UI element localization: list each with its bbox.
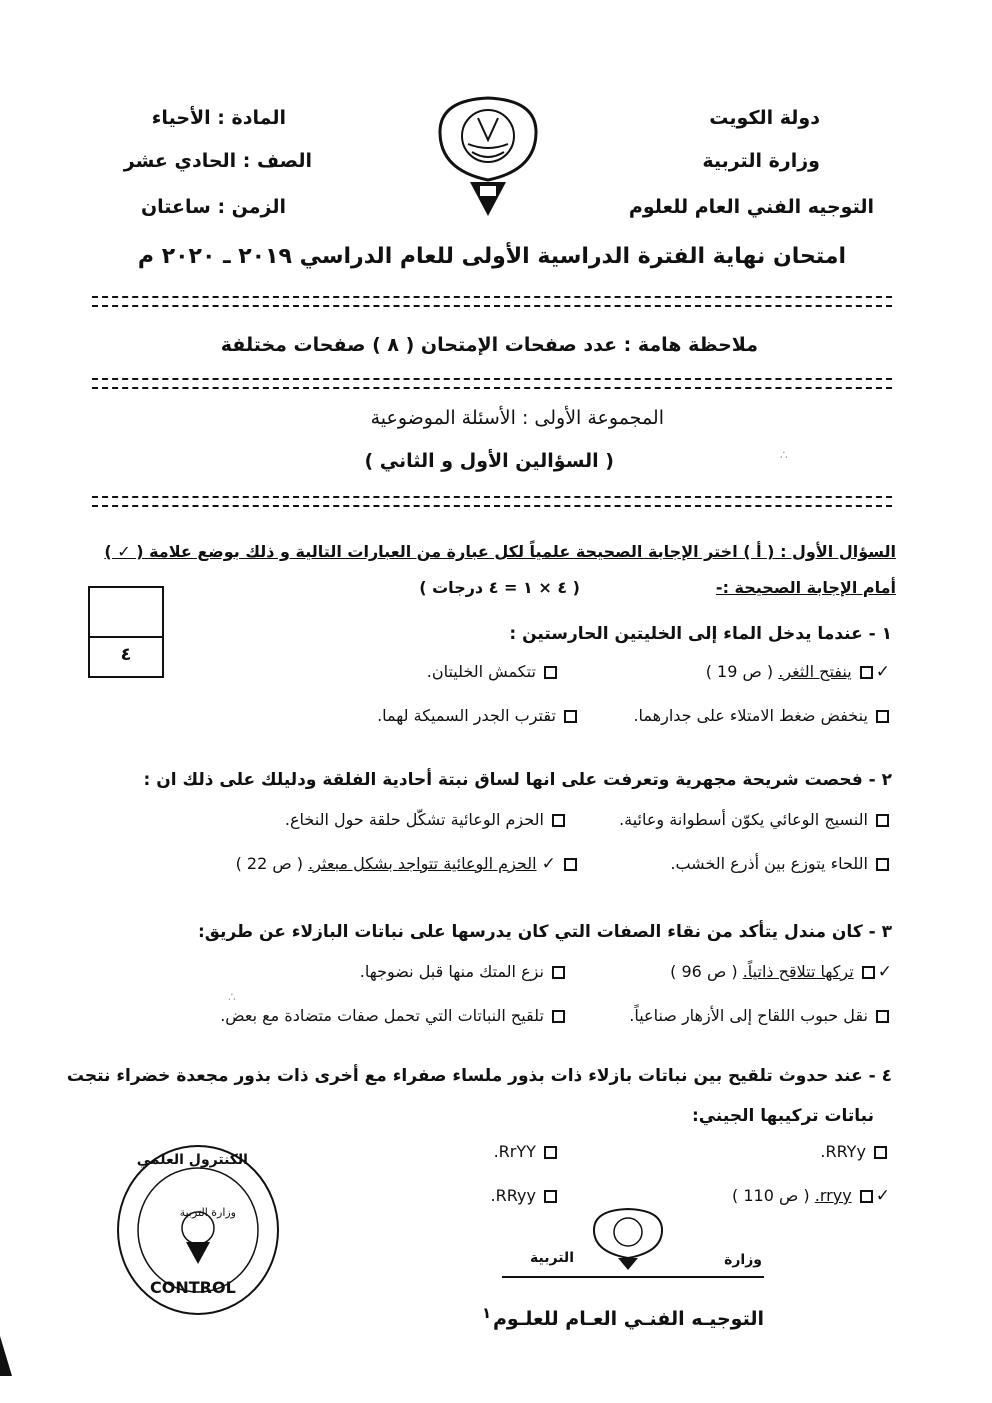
divider	[92, 496, 892, 507]
item4-option-c[interactable]: ✓ rryy. ( ص 110 )	[732, 1186, 890, 1206]
divider	[92, 378, 892, 389]
checkbox-icon[interactable]	[544, 666, 557, 679]
item3-option-b[interactable]: نزع المتك منها قبل نضوجها.	[360, 962, 568, 981]
check-mark-icon: ✓	[875, 662, 890, 682]
checkbox-icon[interactable]	[552, 814, 565, 827]
item4-stem: ٤ - عند حدوث تلقيح بين نباتات بازلاء ذات بذور ملساء صفراء مع أخرى ذات بذور مجعدة خضراء نتجت	[66, 1066, 892, 1086]
footer-department: التوجيـه الفنـي العـام للعلـوم	[492, 1308, 764, 1330]
stamp-bottom-text: CONTROL	[150, 1278, 236, 1297]
question1-marks: ( ٤ × ١ = ٤ درجات )	[419, 578, 580, 597]
item1-option-c[interactable]: ينخفض ضغط الامتلاء على جدارهما.	[633, 706, 892, 725]
checkbox-icon[interactable]	[552, 1010, 565, 1023]
department-name: التوجيه الفني العام للعلوم	[628, 196, 874, 218]
grade-value: ٤	[120, 644, 132, 665]
country-name: دولة الكويت	[709, 107, 820, 129]
footer-rule	[502, 1276, 764, 1278]
stamp-ministry-text: وزارة التربية	[179, 1206, 236, 1219]
control-stamp	[114, 1142, 282, 1318]
checkbox-icon[interactable]	[544, 1190, 557, 1203]
checkbox-icon[interactable]	[874, 1146, 887, 1159]
checkbox-icon[interactable]	[552, 966, 565, 979]
item1-option-a[interactable]: ✓ ينفتح الثغر. ( ص 19 )	[705, 662, 890, 682]
checkbox-icon[interactable]	[876, 814, 889, 827]
question1-instruction-cont: أمام الإجابة الصحيحة :-	[715, 578, 896, 597]
check-mark-icon: ✓	[877, 962, 892, 982]
item4-stem-cont: نباتات تركيبها الجيني:	[691, 1106, 874, 1126]
exam-title: امتحان نهاية الفترة الدراسية الأولى للعام الدراسي ٢٠١٩ ـ ٢٠٢٠ م	[137, 244, 846, 269]
item3-option-a[interactable]: ✓ تركها تتلاقح ذاتياً. ( ص 96 )	[670, 962, 892, 982]
item3-option-c[interactable]: نقل حبوب اللقاح إلى الأزهار صناعياً.	[629, 1006, 892, 1025]
grade-label: الصف : الحادي عشر	[123, 150, 312, 172]
checkbox-icon[interactable]	[564, 710, 577, 723]
item2-option-a[interactable]: النسيج الوعائي يكوّن أسطوانة وعائية.	[619, 810, 892, 829]
footer-ministry-left: التربية	[530, 1250, 574, 1266]
item1-stem: ١ - عندما يدخل الماء إلى الخليتين الحارستين :	[509, 624, 892, 644]
group-title: المجموعة الأولى : الأسئلة الموضوعية	[370, 407, 664, 429]
ministry-name: وزارة التربية	[702, 150, 820, 172]
checkbox-icon[interactable]	[876, 1010, 889, 1023]
page-number: ١	[482, 1304, 492, 1322]
checkbox-icon[interactable]	[544, 1146, 557, 1159]
item4-option-d[interactable]: RRyy.	[491, 1186, 560, 1205]
item3-stem: ٣ - كان مندل يتأكد من نقاء الصفات التي كان يدرسها على نباتات البازلاء عن طريق:	[197, 922, 892, 942]
check-mark-icon: ✓	[541, 854, 556, 874]
item2-stem: ٢ - فحصت شريحة مجهرية وتعرفت على انها لساق نبتة أحادية الفلقة ودليلك على ذلك ان :	[143, 770, 892, 790]
item3-option-d[interactable]: تلقيح النباتات التي تحمل صفات متضادة مع بعض.	[220, 1006, 568, 1025]
scan-edge-mark	[0, 1336, 12, 1376]
kuwait-emblem-logo	[588, 1206, 668, 1272]
stray-mark: ∴	[780, 448, 788, 462]
item2-option-d[interactable]: ✓ الحزم الوعائية تتواجد بشكل مبعثر. ( ص 22 )	[236, 854, 580, 874]
checkbox-icon[interactable]	[862, 966, 875, 979]
checkbox-icon[interactable]	[876, 710, 889, 723]
item1-option-d[interactable]: تقترب الجدر السميكة لهما.	[377, 706, 580, 725]
checkbox-icon[interactable]	[860, 666, 873, 679]
checkbox-icon[interactable]	[860, 1190, 873, 1203]
group-subtitle: ( السؤالين الأول و الثاني )	[364, 450, 614, 472]
question1-instruction: السؤال الأول : ( أ ) اختر الإجابة الصحيحة علمياً لكل عبارة من العبارات التالية و ذلك بوضع علامة ( ✓ )	[104, 542, 896, 561]
check-mark-icon: ✓	[875, 1186, 890, 1206]
item1-option-b[interactable]: تتكمش الخليتان.	[427, 662, 560, 681]
item4-option-a[interactable]: RRYy.	[820, 1142, 890, 1161]
stamp-top-text: الكنترول العلمي	[136, 1152, 248, 1168]
checkbox-icon[interactable]	[564, 858, 577, 871]
item2-option-b[interactable]: الحزم الوعائية تشكّل حلقة حول النخاع.	[285, 810, 568, 829]
kuwait-emblem-logo	[432, 92, 544, 220]
stray-mark: ∴	[228, 990, 236, 1004]
subject-label: المادة : الأحياء	[151, 107, 286, 129]
checkbox-icon[interactable]	[876, 858, 889, 871]
duration-label: الزمن : ساعتان	[140, 196, 286, 218]
item4-option-b[interactable]: RrYY.	[494, 1142, 560, 1161]
divider	[92, 296, 892, 307]
footer-ministry-right: وزارة	[724, 1252, 762, 1268]
item2-option-c[interactable]: اللحاء يتوزع بين أذرع الخشب.	[670, 854, 892, 873]
grade-box	[88, 586, 164, 678]
important-note: ملاحظة هامة : عدد صفحات الإمتحان ( ٨ ) صفحات مختلفة	[220, 334, 758, 356]
